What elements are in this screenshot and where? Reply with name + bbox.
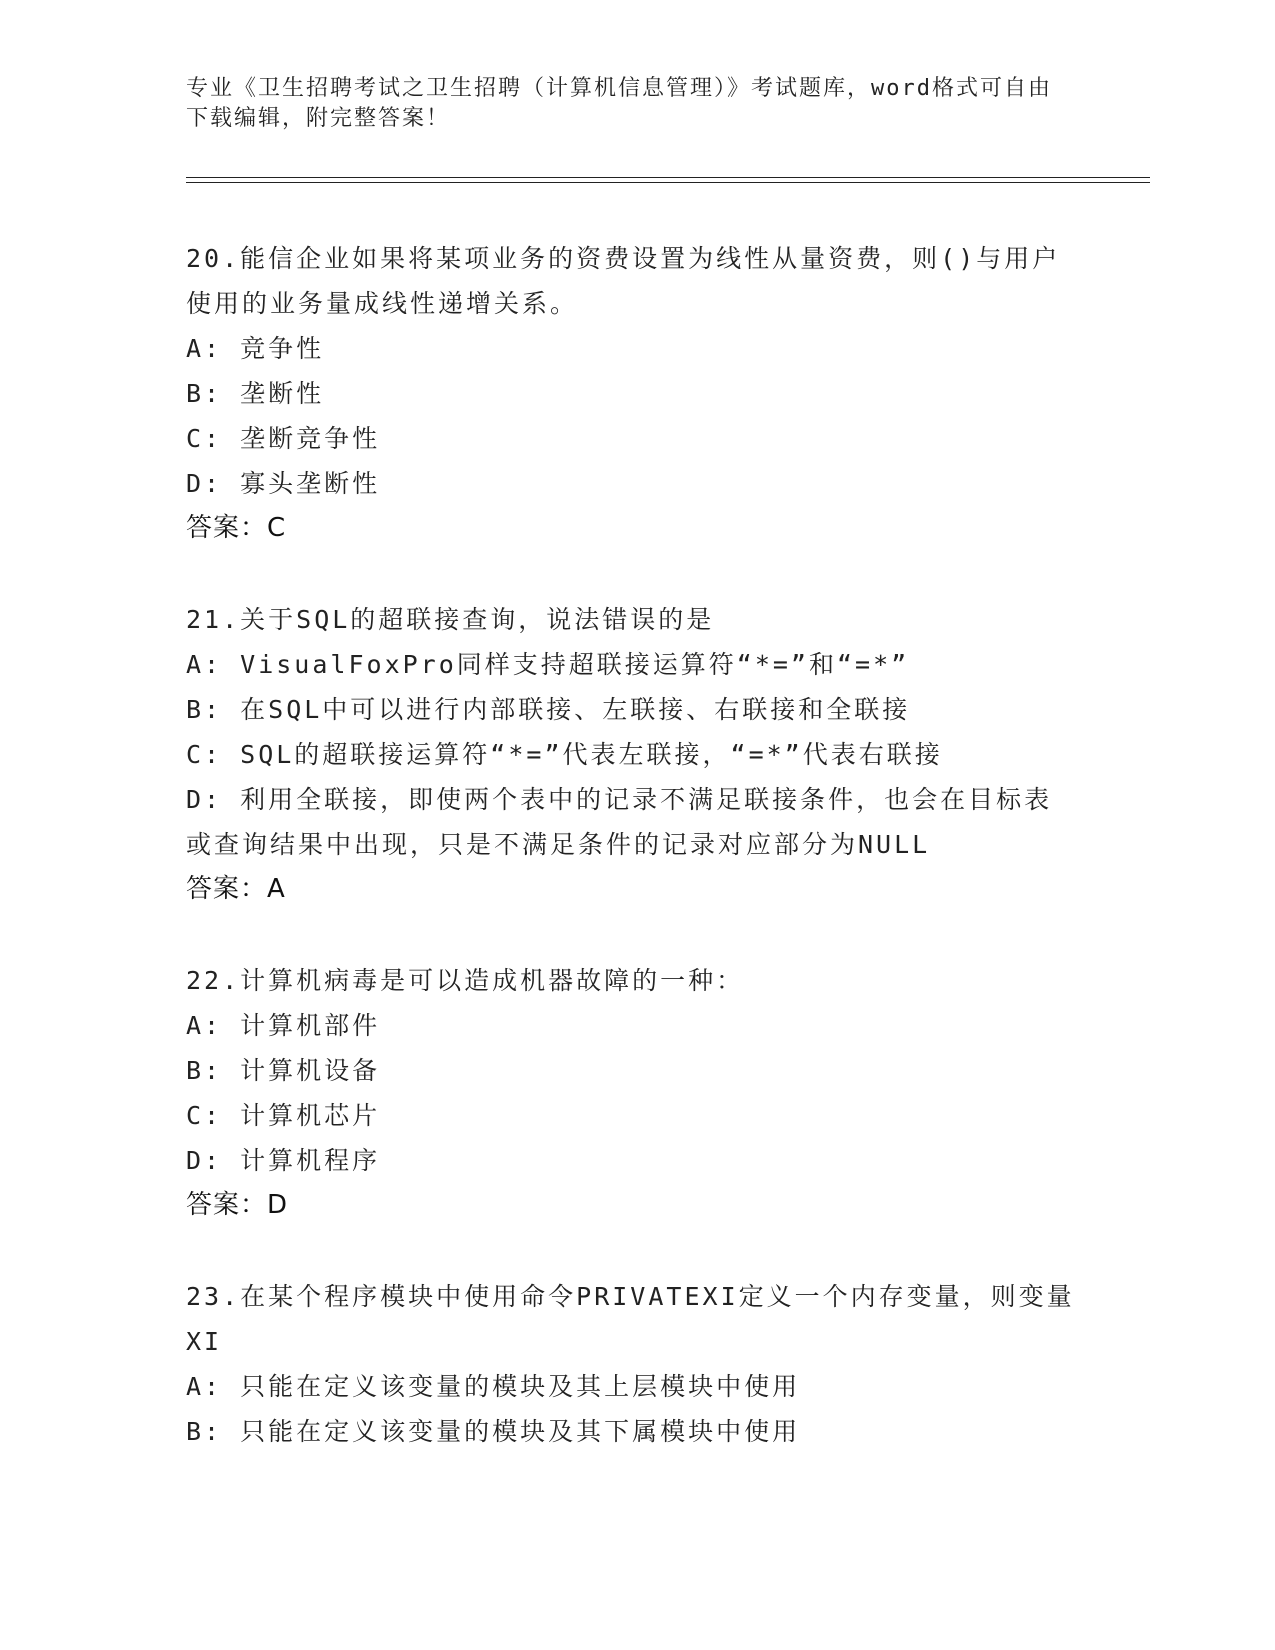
answer-label: 答案：A xyxy=(186,874,286,904)
option-c: C: SQL的超联接运算符“*=”代表左联接，“=*”代表右联接 xyxy=(186,740,943,769)
option-a: A: 竞争性 xyxy=(186,334,325,363)
question-20 xyxy=(186,236,1076,551)
question-21 xyxy=(186,597,1076,912)
question-list xyxy=(186,236,1076,1500)
option-d: D: 利用全联接，即使两个表中的记录不满足联接条件，也会在目标表或查询结果中出现，只是不满足条件的记录对应部分为NULL xyxy=(186,785,1053,859)
option-b: B: 垄断性 xyxy=(186,379,325,408)
option-d: D: 寡头垄断性 xyxy=(186,469,381,498)
answer-label: 答案：C xyxy=(186,513,287,543)
option-d: D: 计算机程序 xyxy=(186,1146,381,1175)
option-a: A: 只能在定义该变量的模块及其上层模块中使用 xyxy=(186,1372,801,1401)
option-b: B: 计算机设备 xyxy=(186,1056,381,1085)
answer-label: 答案：D xyxy=(186,1190,289,1220)
header-divider-bottom xyxy=(186,182,1150,183)
option-b: B: 只能在定义该变量的模块及其下属模块中使用 xyxy=(186,1417,801,1446)
option-c: C: 计算机芯片 xyxy=(186,1101,381,1130)
question-stem: 21.关于SQL的超联接查询，说法错误的是 xyxy=(186,605,715,634)
document-intro: 专业《卫生招聘考试之卫生招聘（计算机信息管理）》考试题库，word格式可自由下载编辑，附完整答案！ xyxy=(186,76,1052,131)
question-22 xyxy=(186,958,1076,1228)
question-stem: 20.能信企业如果将某项业务的资费设置为线性从量资费，则()与用户使用的业务量成线性递增关系。 xyxy=(186,244,1061,318)
header-divider-top xyxy=(186,177,1150,178)
question-23 xyxy=(186,1274,1076,1454)
option-a: A: 计算机部件 xyxy=(186,1011,381,1040)
option-c: C: 垄断竞争性 xyxy=(186,424,381,453)
question-stem: 22.计算机病毒是可以造成机器故障的一种： xyxy=(186,966,745,995)
option-b: B: 在SQL中可以进行内部联接、左联接、右联接和全联接 xyxy=(186,695,911,724)
question-stem: 23.在某个程序模块中使用命令PRIVATEXI定义一个内存变量，则变量XI xyxy=(186,1282,1075,1356)
option-a: A: VisualFoxPro同样支持超联接运算符“*=”和“=*” xyxy=(186,650,910,679)
